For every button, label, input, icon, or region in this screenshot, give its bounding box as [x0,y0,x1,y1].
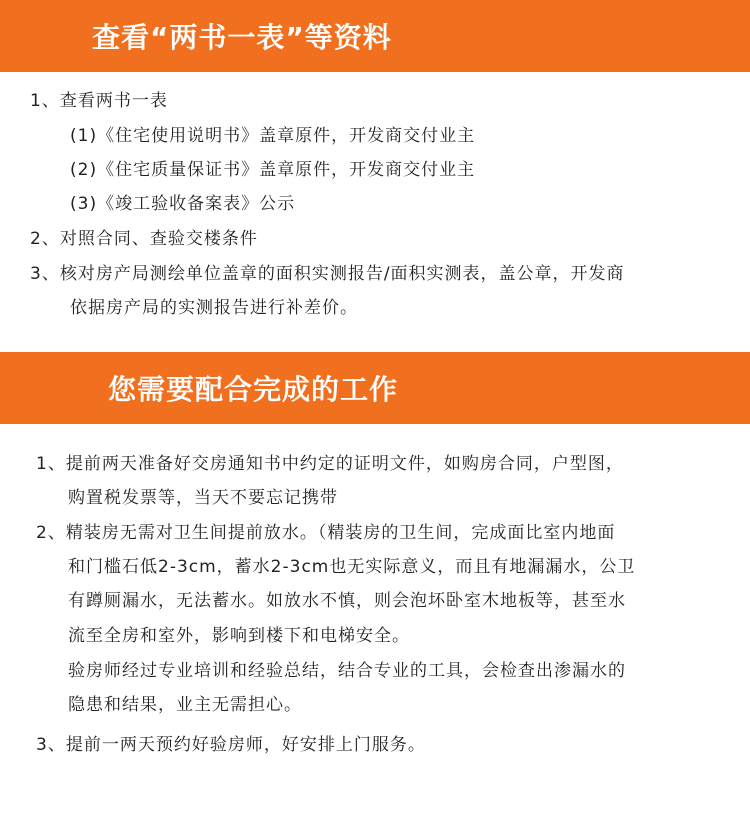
list-item-no-water-test: 2、精装房无需对卫生间提前放水。（精装房的卫生间，完成面比室内地面 [36,523,616,543]
list-item-inspector-note: 验房师经过专业培训和经验总结，结合专业的工具，会检查出渗漏水的 [68,661,626,681]
list-subitem-quality-guarantee: (2)《住宅质量保证书》盖章原件，开发商交付业主 [70,160,476,180]
section-header-documents [0,0,750,72]
section-title-documents: 查看“两书一表”等资料 [92,21,392,54]
list-item-area-report: 3、核对房产局测绘单位盖章的面积实测报告/面积实测表，盖公章，开发商 [30,264,625,284]
list-item-inspector-note-continued: 隐患和结果，业主无需担心。 [68,695,302,715]
list-item-check-two-books-one-form: 1、查看两书一表 [30,91,168,111]
list-item-no-water-test-line-2: 和门槛石低2-3cm，蓄水2-3cm也无实际意义，而且有地漏漏水，公卫 [68,557,636,577]
section-title-your-tasks: 您需要配合完成的工作 [108,373,399,406]
list-item-prepare-documents: 1、提前两天准备好交房通知书中约定的证明文件，如购房合同，户型图， [36,454,624,474]
list-item-prepare-documents-continued: 购置税发票等，当天不要忘记携带 [68,488,338,508]
section-header-your-tasks [0,352,750,424]
list-item-contract-check: 2、对照合同、查验交楼条件 [30,229,258,249]
list-item-book-inspector: 3、提前一两天预约好验房师，好安排上门服务。 [36,735,426,755]
list-subitem-completion-record: (3)《竣工验收备案表》公示 [70,194,296,214]
list-subitem-usage-manual: (1)《住宅使用说明书》盖章原件，开发商交付业主 [70,126,476,146]
list-item-no-water-test-line-4: 流至全房和室外，影响到楼下和电梯安全。 [68,626,410,646]
list-item-no-water-test-line-3: 有蹲厕漏水，无法蓄水。如放水不慎，则会泡坏卧室木地板等，甚至水 [68,591,626,611]
list-item-area-report-continued: 依据房产局的实测报告进行补差价。 [70,298,358,318]
